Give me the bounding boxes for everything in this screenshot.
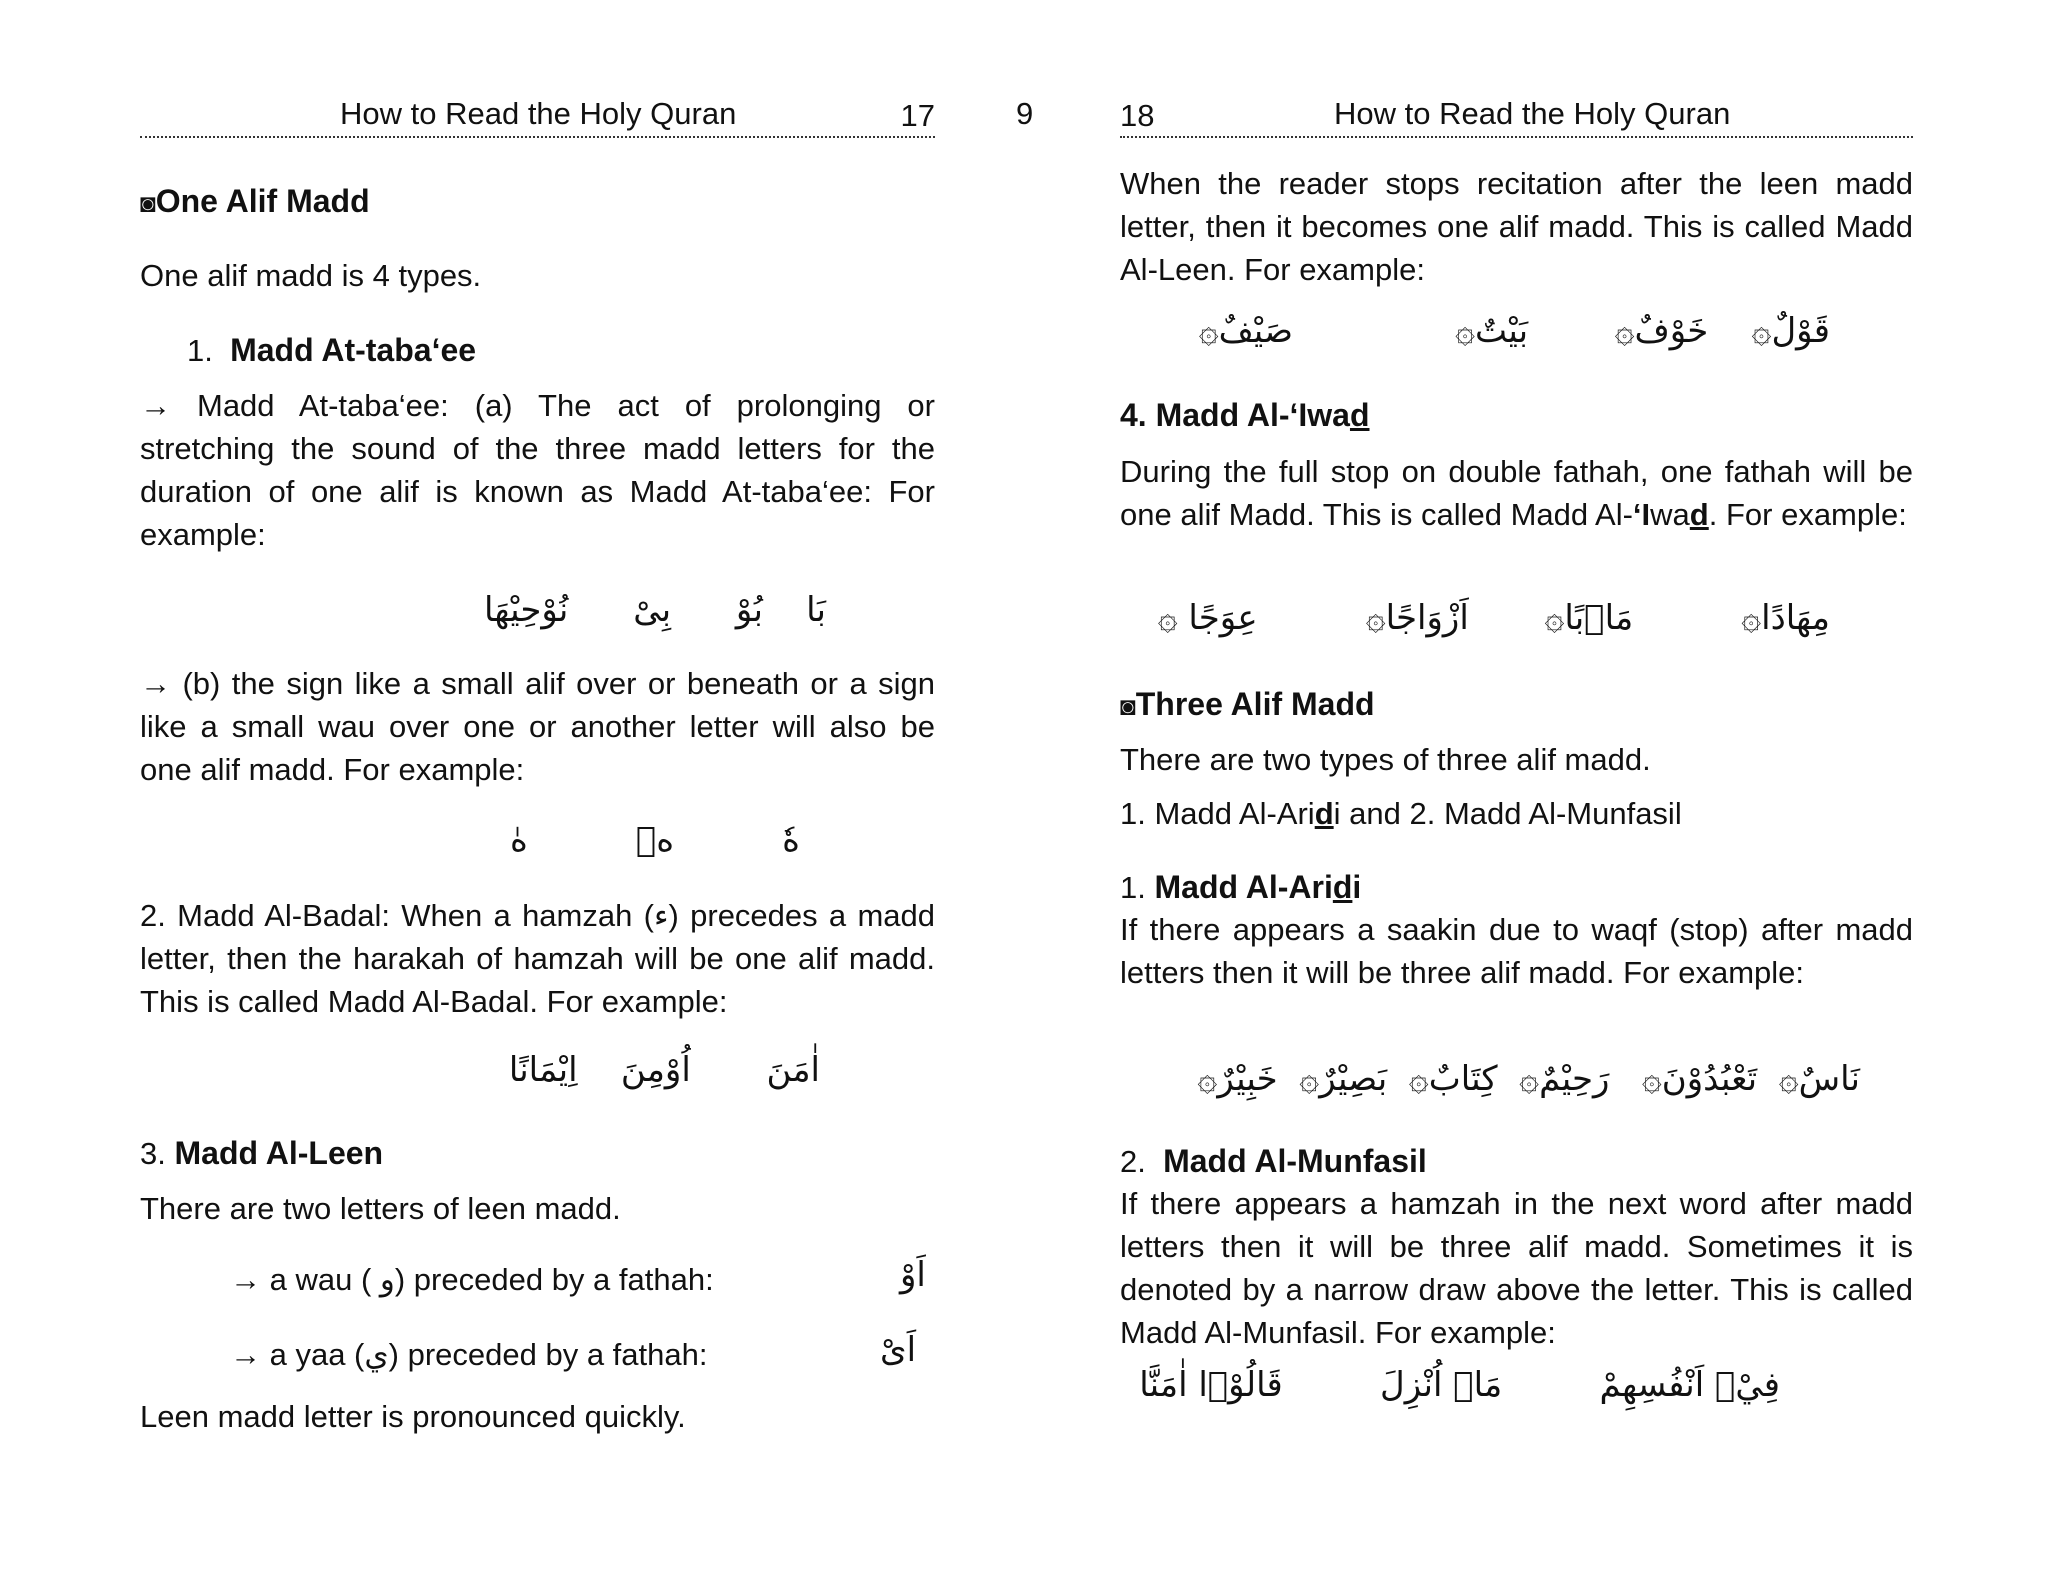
page-number: 17	[900, 98, 935, 133]
leen-yaa-line: → a yaa (ي) preceded by a fathah:	[230, 1337, 708, 1372]
item-heading: 1. Madd Al-Aridi	[1120, 869, 1362, 905]
leen-wau-line: → a wau ( و) preceded by a fathah:	[230, 1262, 714, 1297]
three-types: 1. Madd Al-Aridi and 2. Madd Al-Munfasil	[1120, 796, 1682, 831]
page-header	[1120, 92, 1913, 138]
item-heading: 2. Madd Al-Munfasil	[1120, 1143, 1427, 1179]
header-title: How to Read the Holy Quran	[340, 96, 737, 131]
section-bullet-icon: ◙	[140, 188, 156, 218]
munfasil-paragraph: If there appears a hamzah in the next word after madd letters then it will be three alif madd. Sometimes it is denoted by a narrow draw above the letter. This is called Madd Al-Munfasil. For example:	[1120, 1186, 1913, 1350]
arabic-examples: فِيْۤ اَنْفُسِهِمْ مَاۤ اُنْزِلَ قَالُوْۤا اٰمَنَّا	[1139, 1365, 1780, 1405]
arabic-examples: مِهَادًا۞ مَاۤبًا۞ اَزْوَاجًا۞ عِوَجًا ۞	[1157, 598, 1830, 638]
item-heading: 1. Madd At-taba‘ee	[187, 332, 477, 368]
page-number: 18	[1120, 98, 1155, 133]
iwad-paragraph: During the full stop on double fathah, one fathah will be one alif Madd. This is called Madd Al-‘Iwad. For example:	[1120, 454, 1913, 532]
arabic-examples: بَا بُوْ بِیْ نُوْحِيْهَا	[484, 590, 826, 630]
header-title: How to Read the Holy Quran	[1334, 96, 1731, 131]
arabic-example: اَیْ	[880, 1330, 917, 1370]
paragraph-badal: 2. Madd Al-Badal: When a hamzah (ء) precedes a madd letter, then the harakah of hamzah will be one alif madd. This is called Madd Al-Badal. For example:	[140, 898, 935, 1019]
section-heading: ◙One Alif Madd	[140, 183, 370, 219]
left-page	[140, 0, 935, 1582]
arabic-examples: نَاسٌ۞ تَعْبُدُوْنَ۞ رَحِيْمٌ۞ كِتَابٌ۞ بَصِيْرٌ۞ خَبِيْرٌ۞	[1197, 1059, 1860, 1099]
leen-note: Leen madd letter is pronounced quickly.	[140, 1399, 686, 1434]
paragraph-b: → (b) the sign like a small alif over or beneath or a sign like a small wau over one or another letter will also be one alif madd. For example:	[140, 666, 935, 787]
section-bullet-icon: ◙	[1120, 691, 1136, 721]
three-intro: There are two types of three alif madd.	[1120, 742, 1651, 777]
arabic-examples: قَوْلٌ۞ خَوْفٌ۞ بَيْتٌ۞ صَيْفٌ۞	[1198, 311, 1830, 351]
arabic-example: اَوْ	[900, 1255, 926, 1295]
center-page-number: 9	[1016, 96, 1034, 131]
arabic-examples: اٰمَنَ اُوْمِنَ اِيْمَانًا	[508, 1050, 820, 1090]
item-heading: 3. Madd Al-Leen	[140, 1135, 384, 1171]
aridi-paragraph: If there appears a saakin due to waqf (stop) after madd letters then it will be three alif madd. For example:	[1120, 912, 1913, 990]
intro-text: One alif madd is 4 types.	[140, 258, 482, 293]
item-heading: 4. Madd Al-‘Iwad	[1120, 397, 1370, 433]
page-header	[140, 92, 935, 138]
arabic-examples: هٗ هٖ هٰ	[509, 820, 800, 860]
leen-stop-paragraph: When the reader stops recitation after the leen madd letter, then it becomes one alif madd. This is called Madd Al-Leen. For example:	[1120, 166, 1913, 287]
leen-intro: There are two letters of leen madd.	[140, 1191, 621, 1226]
paragraph-a: → Madd At-taba‘ee: (a) The act of prolonging or stretching the sound of the three madd letters for the duration of one alif is known as Madd At-taba‘ee: For example:	[140, 388, 935, 552]
section-heading: ◙Three Alif Madd	[1120, 686, 1375, 722]
right-page	[1120, 0, 1913, 1582]
